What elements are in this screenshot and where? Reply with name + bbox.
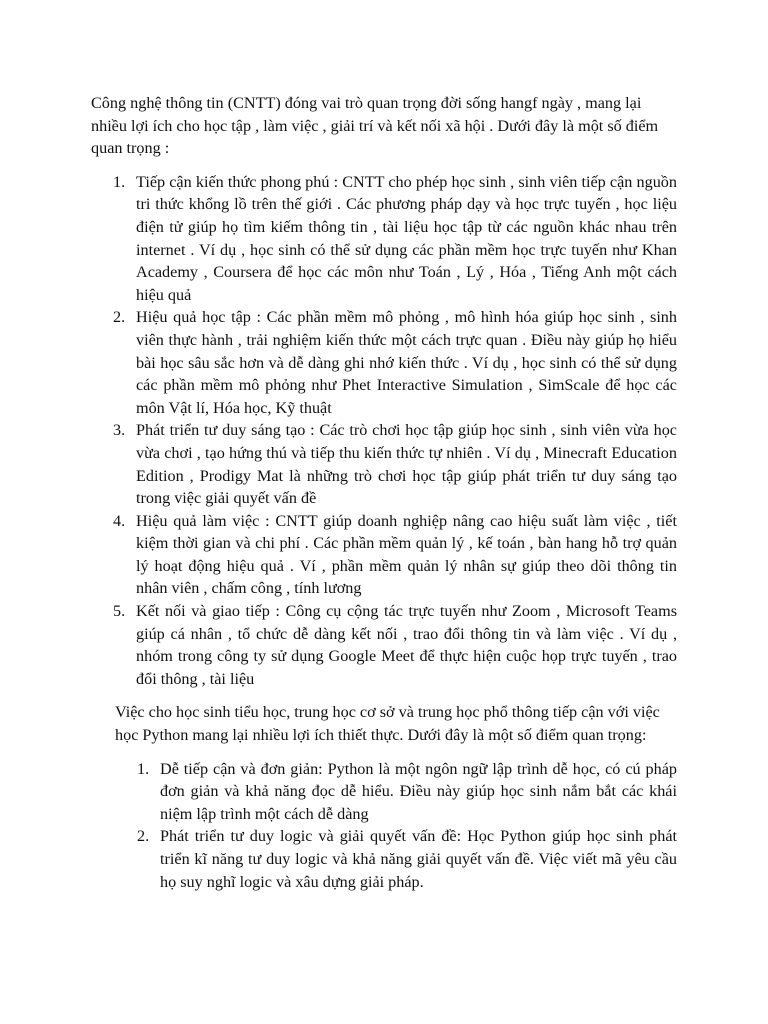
list-item-text: Kết nối và giao tiếp : Công cụ cộng tác trực tuyến như Zoom , Microsoft Teams giúp cá nhân , tổ chức dễ dàng kết nối , trao đổi thông tin và làm việc . Ví dụ , nhóm trong công ty sử dụng Google Meet để thực hiện cuộc họp trực tuyến , trao đổi thông , tài liệu	[136, 602, 677, 688]
python-benefits-list	[91, 758, 677, 894]
list-item-number: 2.	[113, 308, 126, 327]
list-item	[91, 171, 677, 307]
list-item-number: 4.	[113, 511, 126, 530]
list-item-number: 3.	[113, 421, 126, 440]
python-paragraph: Việc cho học sinh tiểu học, trung học cơ sở và trung học phổ thông tiếp cận với việc học Python mang lại nhiều lợi ích thiết thực. Dưới đây là một số điểm quan trọng:	[115, 703, 660, 745]
list-item	[91, 600, 677, 690]
list-item-text: Phát triển tư duy sáng tạo : Các trò chơi học tập giúp học sinh , sinh viên vừa học vừa chơi , tạo hứng thú và tiếp thu kiến thức tự nhiên . Ví dụ , Minecraft Education Edition , Prodigy Mat là những trò chơi học tập giúp phát triển tư duy sáng tạo trong việc giải quyết vấn đề	[136, 421, 677, 508]
list-item	[115, 758, 677, 826]
list-item-text: Hiệu quả làm việc : CNTT giúp doanh nghiệp nâng cao hiệu suất làm việc , tiết kiệm thời gian và chi phí . Các phần mềm quản lý , kế toán , bàn hang hỗ trợ quản lý hoạt động hiệu quả . Ví , phần mềm quản lý nhân sự giúp theo dõi thông tin nhân viên , chấm công , tính lương	[136, 511, 677, 598]
list-item-text: Tiếp cận kiến thức phong phú : CNTT cho phép học sinh , sinh viên tiếp cận nguồn tri thức khổng lồ trên thế giới . Các phương pháp dạy và học trực tuyến , học liệu điện tử giúp họ tìm kiếm thông tin , tài liệu học tập từ các nguồn khác nhau trên internet . Ví dụ , học sinh có thể sử dụng các phần mềm học trực tuyến như Khan Academy , Coursera để học các môn như Toán , Lý , Hóa , Tiếng Anh một cách hiệu quả	[136, 172, 677, 304]
benefits-list	[91, 171, 677, 691]
list-item	[91, 306, 677, 419]
list-item-number: 1.	[137, 759, 150, 778]
list-item-number: 1.	[113, 172, 126, 191]
intro-paragraph: Công nghệ thông tin (CNTT) đóng vai trò quan trọng đời sống hangf ngày , mang lại nhiều lợi ích cho học tập , làm việc , giải trí và kết nối xã hội . Dưới đây là một số điểm quan trọng :	[91, 94, 659, 158]
list-item-text: Phát triển tư duy logic và giải quyết vấn đề: Học Python giúp học sinh phát triển kĩ năng tư duy logic và khả năng giải quyết vấn đề. Việc viết mã yêu cầu họ suy nghĩ logic và xâu dựng giải pháp.	[160, 827, 677, 891]
list-item	[115, 825, 677, 893]
list-item-text: Hiệu quả học tập : Các phần mềm mô phỏng , mô hình hóa giúp học sinh , sinh viên thực hành , trải nghiệm kiến thức một cách trực quan . Điều này giúp họ hiểu bài học sâu sắc hơn và dễ dàng ghi nhớ kiến thức . Ví dụ , học sinh có thể sử dụng các phần mềm mô phỏng như Phet Interactive Simulation , SimScale để học các môn Vật lí, Hóa học, Kỹ thuật	[136, 308, 677, 417]
list-item	[91, 510, 677, 600]
list-item	[91, 419, 677, 509]
list-item-text: Dễ tiếp cận và đơn giản: Python là một ngôn ngữ lập trình dễ học, có cú pháp đơn giản và khả năng đọc dễ hiểu. Điều này giúp học sinh nắm bắt các khái niệm lập trình một cách dễ dàng	[160, 759, 677, 823]
list-item-number: 5.	[113, 602, 126, 621]
document-body	[91, 92, 677, 893]
list-item-number: 2.	[137, 827, 150, 846]
